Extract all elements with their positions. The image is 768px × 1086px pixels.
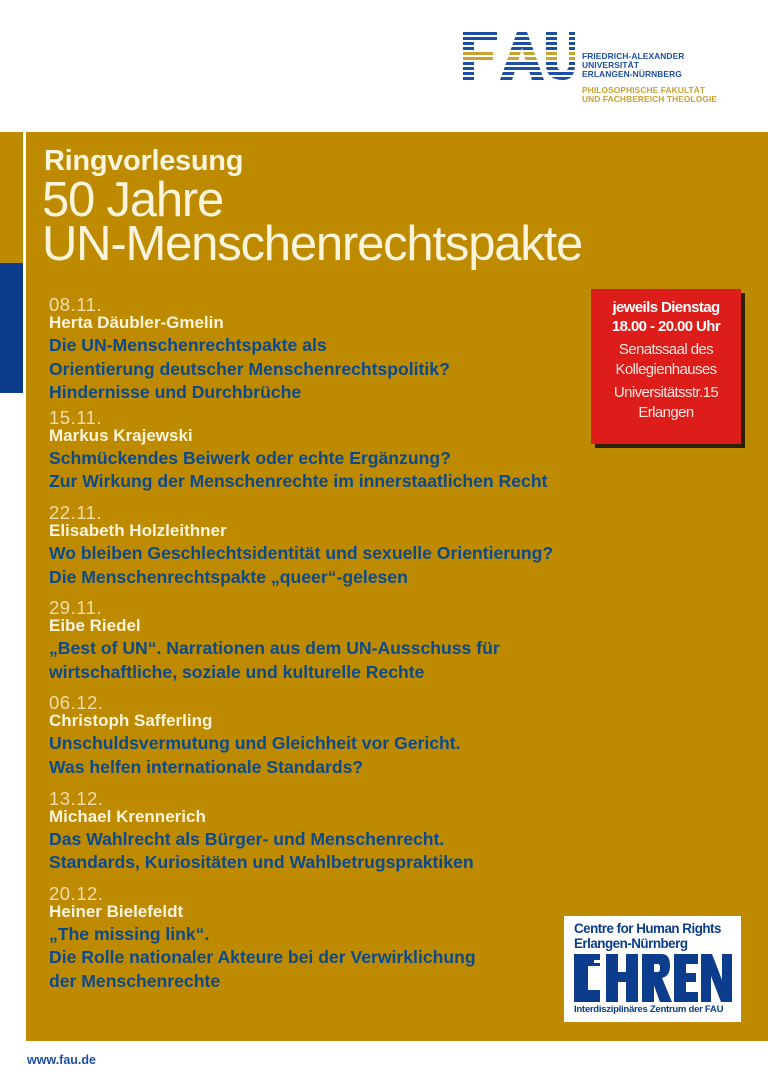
topic-line: Standards, Kuriositäten und Wahlbetrugspraktiken bbox=[49, 852, 474, 873]
lecture-speaker: Heiner Bielefeldt bbox=[49, 901, 184, 921]
title-line-2: UN-Menschenrechtspakte bbox=[42, 217, 583, 271]
lecture-speaker: Christoph Safferling bbox=[49, 711, 213, 731]
topic-line: Unschuldsvermutung und Gleichheit vor Gericht. bbox=[49, 733, 461, 754]
lecture-topic bbox=[49, 334, 669, 405]
lecture-topic bbox=[49, 828, 669, 875]
lecture-topic bbox=[49, 637, 669, 684]
lecture-date: 20.12. bbox=[49, 882, 104, 904]
lecture-item bbox=[49, 787, 669, 875]
topic-line: Orientierung deutscher Menschenrechtspolitik? bbox=[49, 358, 450, 379]
topic-line: Wo bleiben Geschlechtsidentität und sexuelle Orientierung? bbox=[49, 542, 554, 563]
left-strip-blue bbox=[0, 263, 23, 393]
lecture-item bbox=[49, 501, 669, 589]
lecture-topic bbox=[49, 732, 669, 779]
lecture-date: 22.11. bbox=[49, 501, 103, 523]
lecture-topic bbox=[49, 447, 669, 494]
chren-subtitle: Interdisziplinäres Zentrum der FAU bbox=[574, 1004, 724, 1016]
lecture-speaker: Markus Krajewski bbox=[49, 425, 193, 445]
info-time: 18.00 - 20.00 Uhr bbox=[611, 318, 721, 335]
topic-line: Die Menschenrechtspakte „queer“-gelesen bbox=[49, 566, 408, 587]
fau-university-name bbox=[582, 52, 717, 104]
lecture-date: 29.11. bbox=[49, 597, 103, 619]
lecture-date: 13.12. bbox=[49, 787, 104, 809]
topic-line: Schmückendes Beiwerk oder echte Ergänzung? bbox=[49, 447, 451, 468]
lecture-item bbox=[49, 599, 669, 684]
lecture-speaker: Herta Däubler-Gmelin bbox=[49, 313, 224, 332]
lecture-list bbox=[49, 296, 669, 998]
lecture-speaker: Michael Krennerich bbox=[49, 806, 206, 826]
info-room: Kollegienhauses bbox=[615, 360, 717, 378]
university-line: ERLANGEN-NÜRNBERG bbox=[582, 69, 682, 80]
lecture-item bbox=[49, 406, 669, 494]
lecture-speaker: Elisabeth Holzleithner bbox=[49, 520, 227, 540]
lecture-item bbox=[49, 296, 669, 405]
topic-line: Die UN-Menschenrechtspakte als bbox=[49, 335, 327, 355]
lecture-date: 15.11. bbox=[49, 406, 103, 428]
chren-logo bbox=[564, 916, 741, 1022]
lecture-item bbox=[49, 694, 669, 779]
footer-website-link[interactable]: www.fau.de bbox=[27, 1053, 96, 1067]
info-day: jeweils Dienstag bbox=[612, 299, 720, 316]
topic-line: wirtschaftliche, soziale und kulturelle Rechte bbox=[49, 661, 425, 682]
university-line: FRIEDRICH-ALEXANDER bbox=[582, 51, 685, 61]
faculty-line: UND FACHBEREICH THEOLOGIE bbox=[582, 93, 718, 104]
fau-logo bbox=[463, 32, 575, 80]
info-city: Erlangen bbox=[638, 403, 694, 421]
topic-line: Das Wahlrecht als Bürger- und Menschenrecht. bbox=[49, 828, 445, 849]
topic-line: Die Rolle nationaler Akteure bei der Verwirklichung bbox=[49, 947, 476, 968]
left-strip-gold bbox=[0, 132, 23, 263]
topic-line: Hindernisse und Durchbrüche bbox=[49, 382, 302, 403]
lecture-date: 08.11. bbox=[49, 294, 103, 315]
topic-line: Was helfen internationale Standards? bbox=[49, 756, 364, 777]
page-title bbox=[42, 173, 583, 271]
chren-mark-icon bbox=[574, 954, 741, 1002]
lecture-date: 06.12. bbox=[49, 692, 104, 714]
topic-line: der Menschenrechte bbox=[49, 970, 221, 991]
info-street: Universitätsstr.15 bbox=[613, 384, 719, 401]
lecture-speaker: Eibe Riedel bbox=[49, 616, 141, 636]
lecture-topic bbox=[49, 542, 669, 589]
title-line-1: 50 Jahre bbox=[42, 173, 224, 227]
faculty-line: PHILOSOPHISCHE FAKULTÄT bbox=[582, 84, 706, 95]
info-room: Senatssaal des bbox=[618, 341, 714, 358]
topic-line: „Best of UN“. Narrationen aus dem UN-Ausschuss für bbox=[49, 638, 500, 659]
topic-line: Zur Wirkung der Menschenrechte im innerstaatlichen Recht bbox=[49, 471, 548, 492]
chren-heading: Erlangen-Nürnberg bbox=[574, 935, 688, 951]
schedule-info-box bbox=[591, 289, 741, 444]
fau-logo-mark-icon bbox=[463, 32, 575, 80]
chren-heading: Centre for Human Rights bbox=[574, 921, 721, 936]
university-line: UNIVERSITÄT bbox=[582, 60, 639, 71]
topic-line: „The missing link“. bbox=[49, 923, 210, 944]
series-label: Ringvorlesung bbox=[44, 145, 244, 177]
